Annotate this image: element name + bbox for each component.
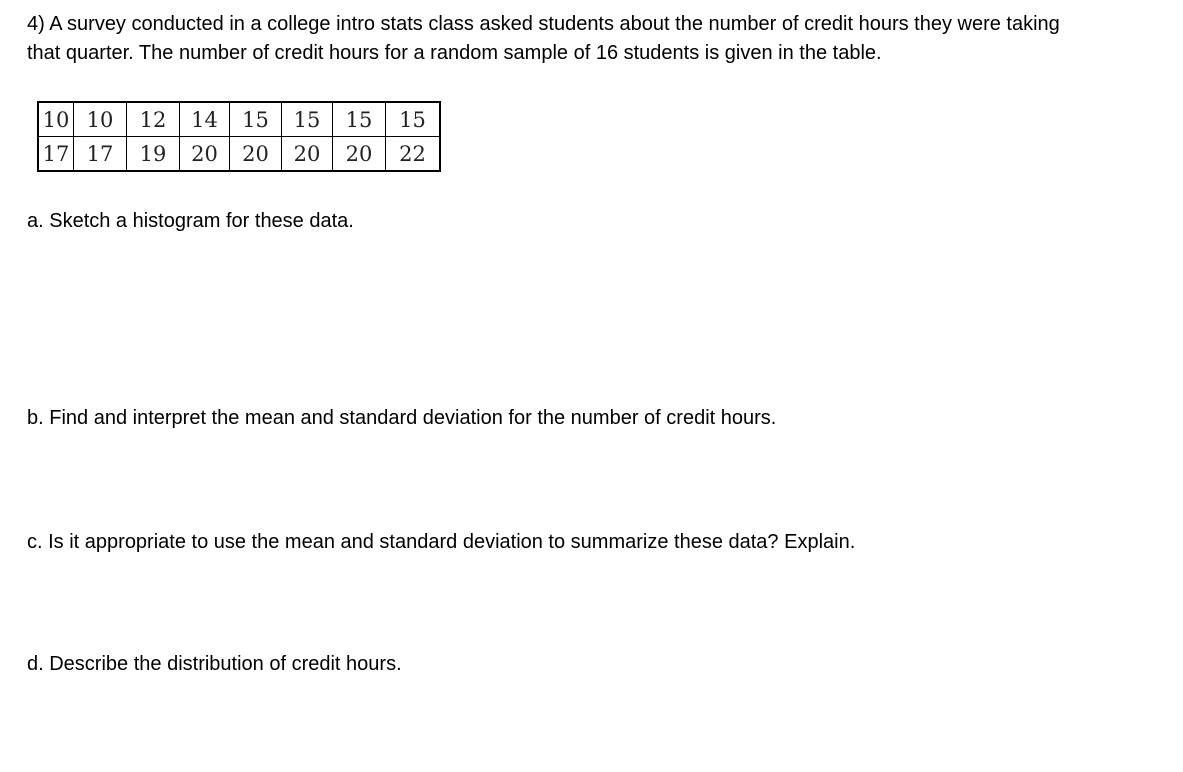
table-cell: 10 — [38, 102, 74, 137]
table-cell: 10 — [74, 102, 127, 137]
table-cell: 14 — [180, 102, 230, 137]
table-cell: 15 — [282, 102, 333, 137]
table-cell: 19 — [127, 137, 180, 172]
table-cell: 20 — [333, 137, 386, 172]
table-cell: 20 — [282, 137, 333, 172]
question-c: c. Is it appropriate to use the mean and standard deviation to summarize these data? Explain. — [27, 531, 856, 553]
problem-intro-line-1: 4) A survey conducted in a college intro stats class asked students about the number of credit hours they were taking — [27, 13, 1060, 35]
table-cell: 15 — [386, 102, 441, 137]
question-a: a. Sketch a histogram for these data. — [27, 210, 354, 232]
table-cell: 17 — [38, 137, 74, 172]
table-cell: 15 — [333, 102, 386, 137]
table-cell: 15 — [230, 102, 282, 137]
table-cell: 20 — [230, 137, 282, 172]
problem-statement — [27, 10, 1177, 68]
problem-intro-line-2: that quarter. The number of credit hours for a random sample of 16 students is given in the table. — [27, 42, 882, 64]
credit-hours-table — [37, 101, 441, 172]
question-d: d. Describe the distribution of credit hours. — [27, 653, 402, 675]
table-cell: 22 — [386, 137, 441, 172]
table-cell: 17 — [74, 137, 127, 172]
table-cell: 20 — [180, 137, 230, 172]
table-cell: 12 — [127, 102, 180, 137]
question-b: b. Find and interpret the mean and standard deviation for the number of credit hours. — [27, 407, 777, 429]
table-row — [38, 102, 440, 137]
table-row — [38, 137, 440, 172]
